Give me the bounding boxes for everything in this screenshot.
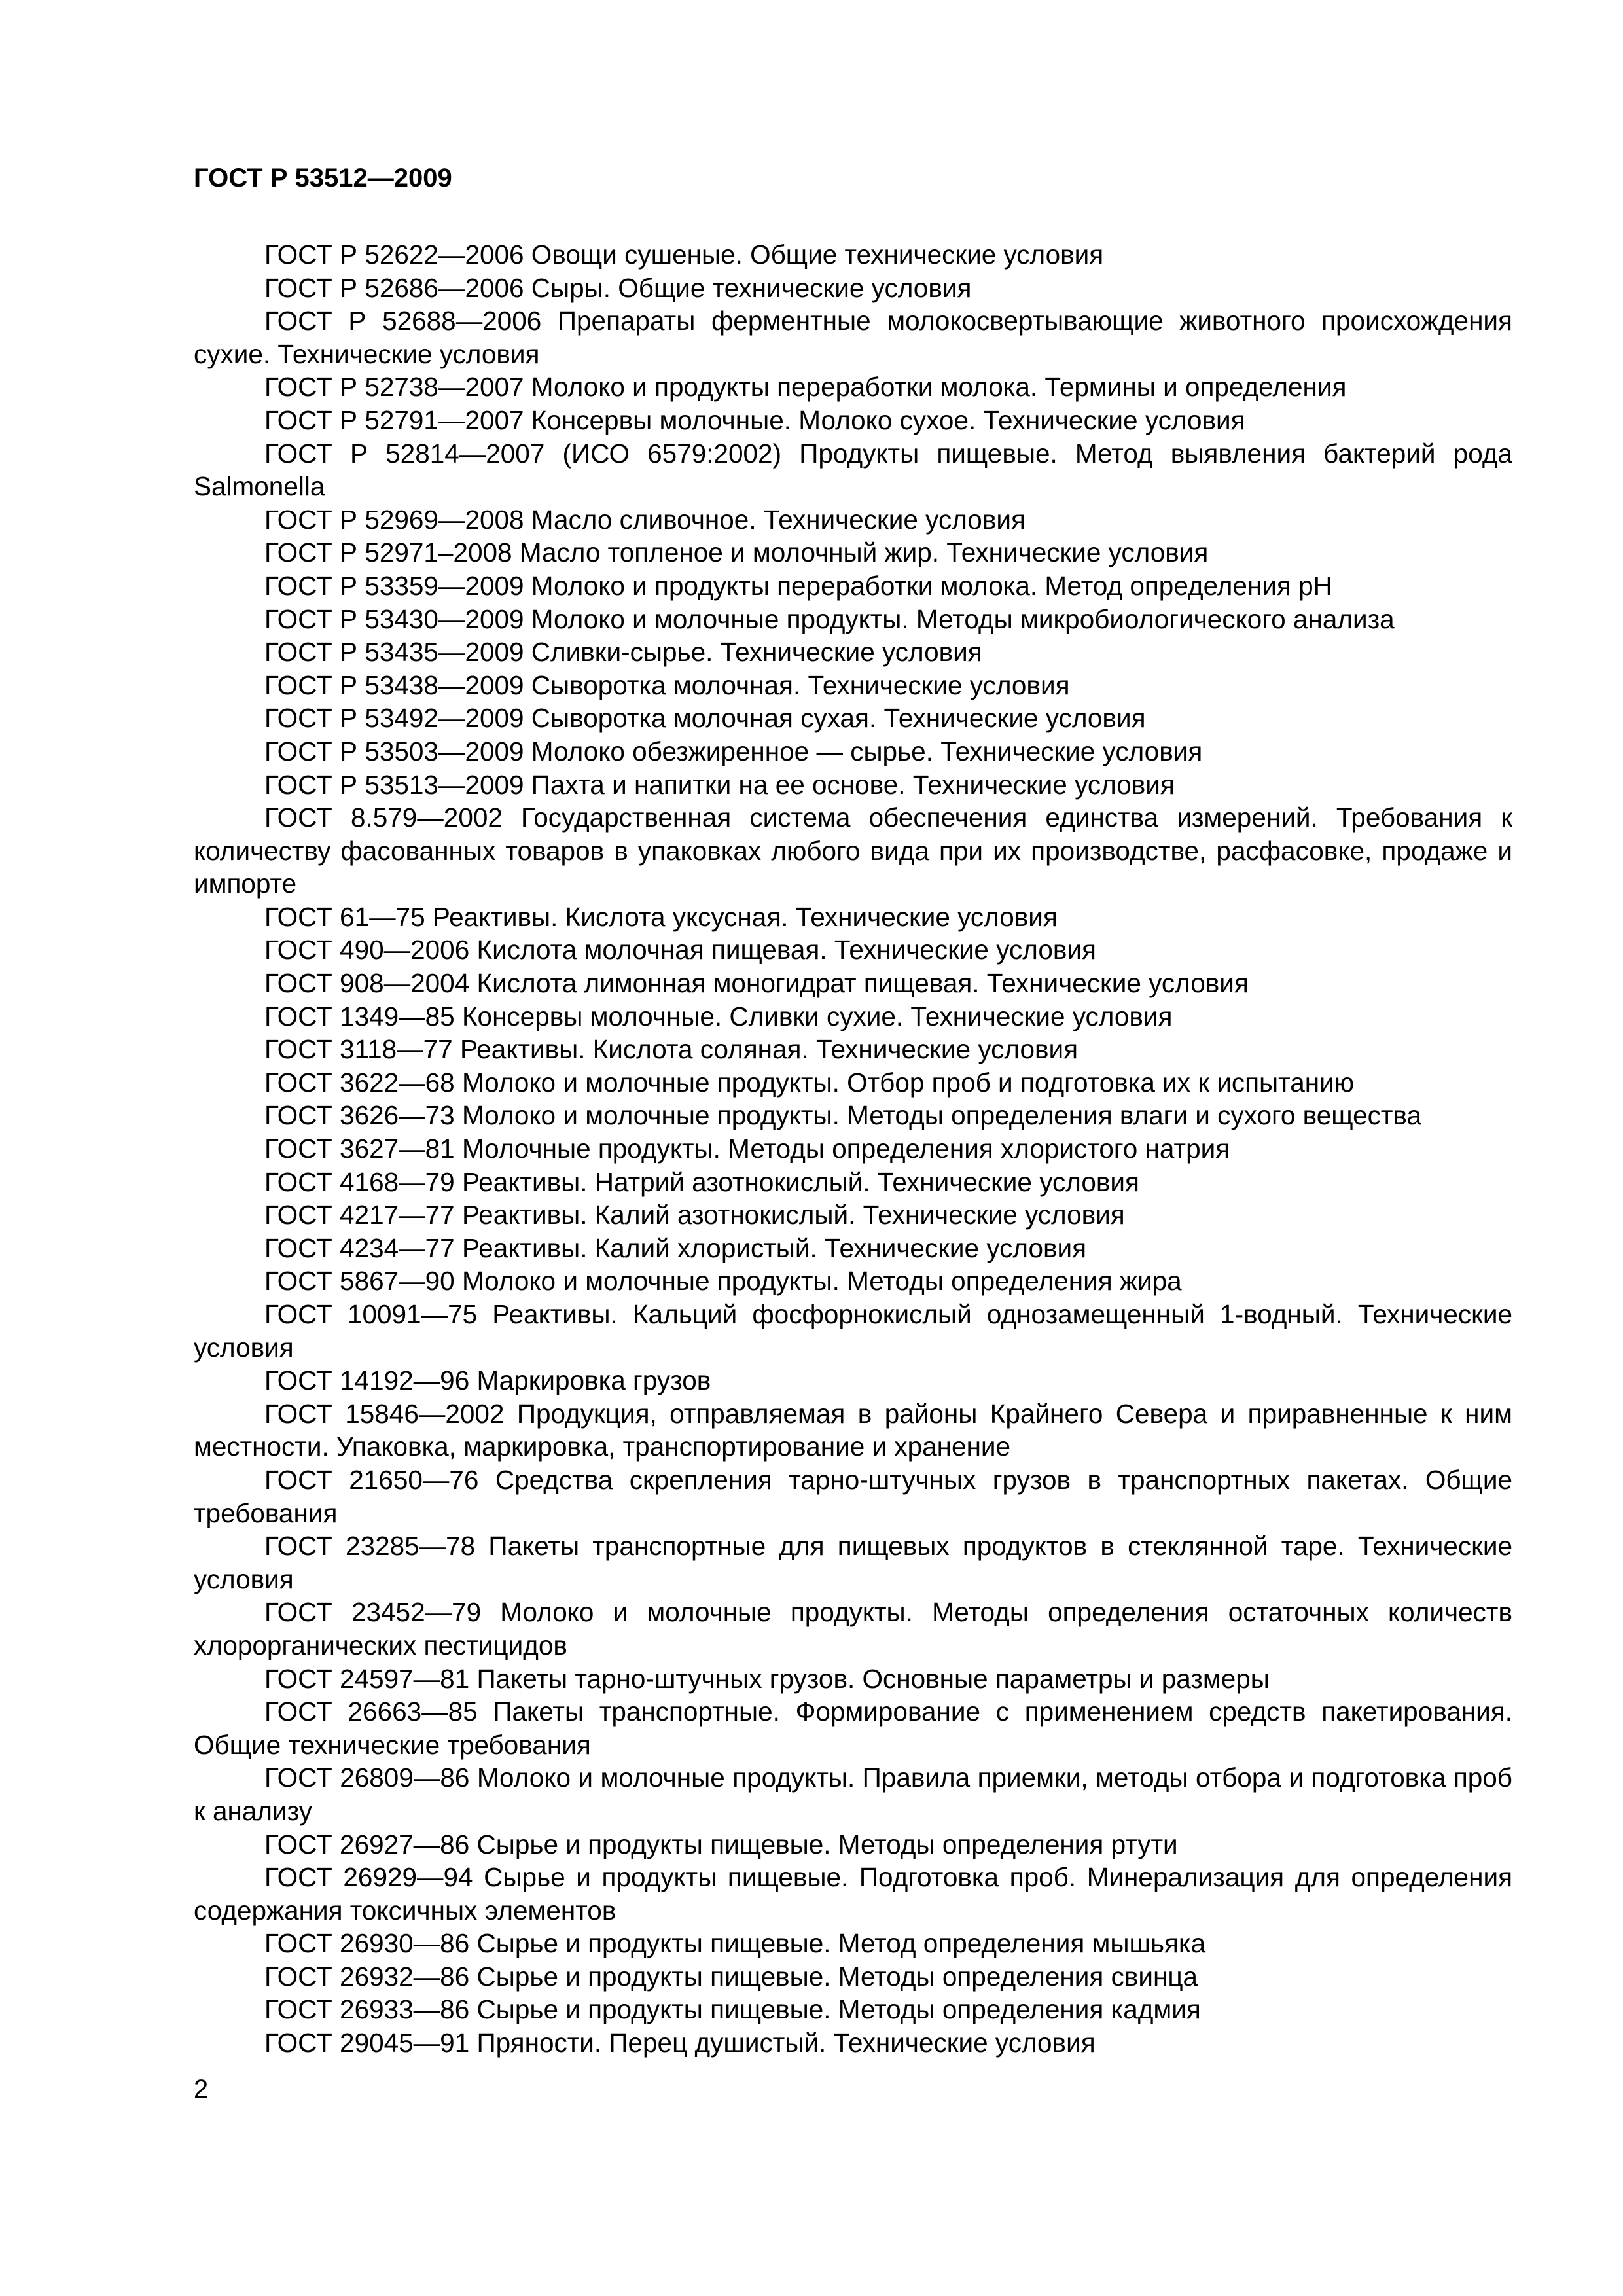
reference-item: ГОСТ Р 52622—2006 Овощи сушеные. Общие технические условия bbox=[264, 240, 1104, 270]
reference-item: ГОСТ 10091—75 Реактивы. Кальций фосфорнокислый однозамещенный 1-водный. Технические условия bbox=[194, 1299, 1512, 1363]
reference-item: ГОСТ 26933—86 Сырье и продукты пищевые. Методы определения кадмия bbox=[264, 1994, 1201, 2025]
reference-item: ГОСТ 24597—81 Пакеты тарно-штучных грузов. Основные параметры и размеры bbox=[264, 1663, 1270, 1694]
reference-item: ГОСТ 26930—86 Сырье и продукты пищевые. Метод определения мышьяка bbox=[264, 1928, 1206, 1959]
reference-item: ГОСТ 26929—94 Сырье и продукты пищевые. Подготовка проб. Минерализация для определения содержания токсичных элементов bbox=[194, 1862, 1512, 1926]
reference-item: ГОСТ 29045—91 Пряности. Перец душистый. Технические условия bbox=[264, 2028, 1096, 2058]
reference-item: ГОСТ 14192—96 Маркировка грузов bbox=[264, 1365, 711, 1396]
reference-item: ГОСТ 15846—2002 Продукция, отправляемая в районы Крайнего Севера и приравненные к ним местности. Упаковка, маркировка, транспортирование и хранение bbox=[194, 1398, 1512, 1462]
reference-item: ГОСТ Р 53513—2009 Пахта и напитки на ее основе. Технические условия bbox=[264, 769, 1175, 800]
reference-item: ГОСТ 61—75 Реактивы. Кислота уксусная. Технические условия bbox=[264, 901, 1058, 932]
document-header: ГОСТ Р 53512—2009 bbox=[194, 164, 452, 192]
reference-item: ГОСТ 23285—78 Пакеты транспортные для пищевых продуктов в стеклянной таре. Технические условия bbox=[194, 1531, 1512, 1594]
reference-item: ГОСТ Р 52969—2008 Масло сливочное. Технические условия bbox=[264, 504, 1026, 535]
reference-item: ГОСТ 26932—86 Сырье и продукты пищевые. Методы определения свинца bbox=[264, 1961, 1198, 1992]
reference-item: ГОСТ 3627—81 Молочные продукты. Методы определения хлористого натрия bbox=[264, 1134, 1230, 1164]
reference-item: ГОСТ 490—2006 Кислота молочная пищевая. Технические условия bbox=[264, 935, 1096, 965]
reference-item: ГОСТ 908—2004 Кислота лимонная моногидрат пищевая. Технические условия bbox=[264, 968, 1249, 999]
reference-item: ГОСТ 5867—90 Молоко и молочные продукты. Методы определения жира bbox=[264, 1266, 1182, 1297]
reference-item: ГОСТ 4217—77 Реактивы. Калий азотнокислый. Технические условия bbox=[264, 1200, 1125, 1230]
reference-item: ГОСТ 8.579—2002 Государственная система обеспечения единства измерений. Требования к количеству фасованных товаров в упаковках любого вида при их производстве, расфасовке, продаже и импорте bbox=[194, 802, 1512, 899]
reference-item: ГОСТ Р 53359—2009 Молоко и продукты переработки молока. Метод определения pH bbox=[264, 570, 1332, 601]
reference-item: ГОСТ Р 53430—2009 Молоко и молочные продукты. Методы микробиологического анализа bbox=[264, 603, 1395, 634]
reference-item: ГОСТ Р 52971–2008 Масло топленое и молочный жир. Технические условия bbox=[264, 537, 1209, 568]
reference-item: ГОСТ 3626—73 Молоко и молочные продукты. Методы определения влаги и сухого вещества bbox=[264, 1100, 1422, 1131]
reference-item: ГОСТ 4168—79 Реактивы. Натрий азотнокислый. Технические условия bbox=[264, 1166, 1139, 1197]
reference-item: ГОСТ Р 53492—2009 Сыворотка молочная сухая. Технические условия bbox=[264, 703, 1146, 734]
reference-item: ГОСТ 26927—86 Сырье и продукты пищевые. Методы определения ртути bbox=[264, 1829, 1178, 1859]
reference-item: ГОСТ Р 52814—2007 (ИСО 6579:2002) Продукты пищевые. Метод выявления бактерий рода Salmonella bbox=[194, 438, 1512, 502]
reference-item: ГОСТ 21650—76 Средства скрепления тарно-штучных грузов в транспортных пакетах. Общие требования bbox=[194, 1464, 1512, 1528]
normative-references-list bbox=[194, 238, 1512, 2060]
reference-item: ГОСТ Р 52686—2006 Сыры. Общие технические условия bbox=[264, 272, 972, 303]
page-number: 2 bbox=[194, 2075, 209, 2104]
reference-item: ГОСТ 3622—68 Молоко и молочные продукты. Отбор проб и подготовка их к испытанию bbox=[264, 1067, 1355, 1098]
reference-item: ГОСТ Р 53435—2009 Сливки-сырье. Технические условия bbox=[264, 637, 982, 668]
reference-item: ГОСТ 4234—77 Реактивы. Калий хлористый. Технические условия bbox=[264, 1232, 1087, 1263]
reference-item: ГОСТ Р 53503—2009 Молоко обезжиренное — сырье. Технические условия bbox=[264, 736, 1203, 766]
reference-item: ГОСТ 3118—77 Реактивы. Кислота соляная. Технические условия bbox=[264, 1034, 1079, 1065]
reference-item: ГОСТ 26663—85 Пакеты транспортные. Формирование с применением средств пакетирования. Общие технические требования bbox=[194, 1696, 1512, 1760]
reference-item: ГОСТ Р 52738—2007 Молоко и продукты переработки молока. Термины и определения bbox=[264, 372, 1347, 403]
reference-item: ГОСТ Р 52791—2007 Консервы молочные. Молоко сухое. Технические условия bbox=[264, 404, 1245, 435]
reference-item: ГОСТ 1349—85 Консервы молочные. Сливки сухие. Технические условия bbox=[264, 1001, 1173, 1031]
reference-item: ГОСТ Р 52688—2006 Препараты ферментные молокосвертывающие животного происхождения сухие. Технические условия bbox=[194, 306, 1512, 369]
reference-item: ГОСТ 26809—86 Молоко и молочные продукты. Правила приемки, методы отбора и подготовка проб к анализу bbox=[194, 1763, 1512, 1826]
reference-item: ГОСТ Р 53438—2009 Сыворотка молочная. Технические условия bbox=[264, 670, 1070, 700]
reference-item: ГОСТ 23452—79 Молоко и молочные продукты. Методы определения остаточных количеств хлорорганических пестицидов bbox=[194, 1597, 1512, 1660]
